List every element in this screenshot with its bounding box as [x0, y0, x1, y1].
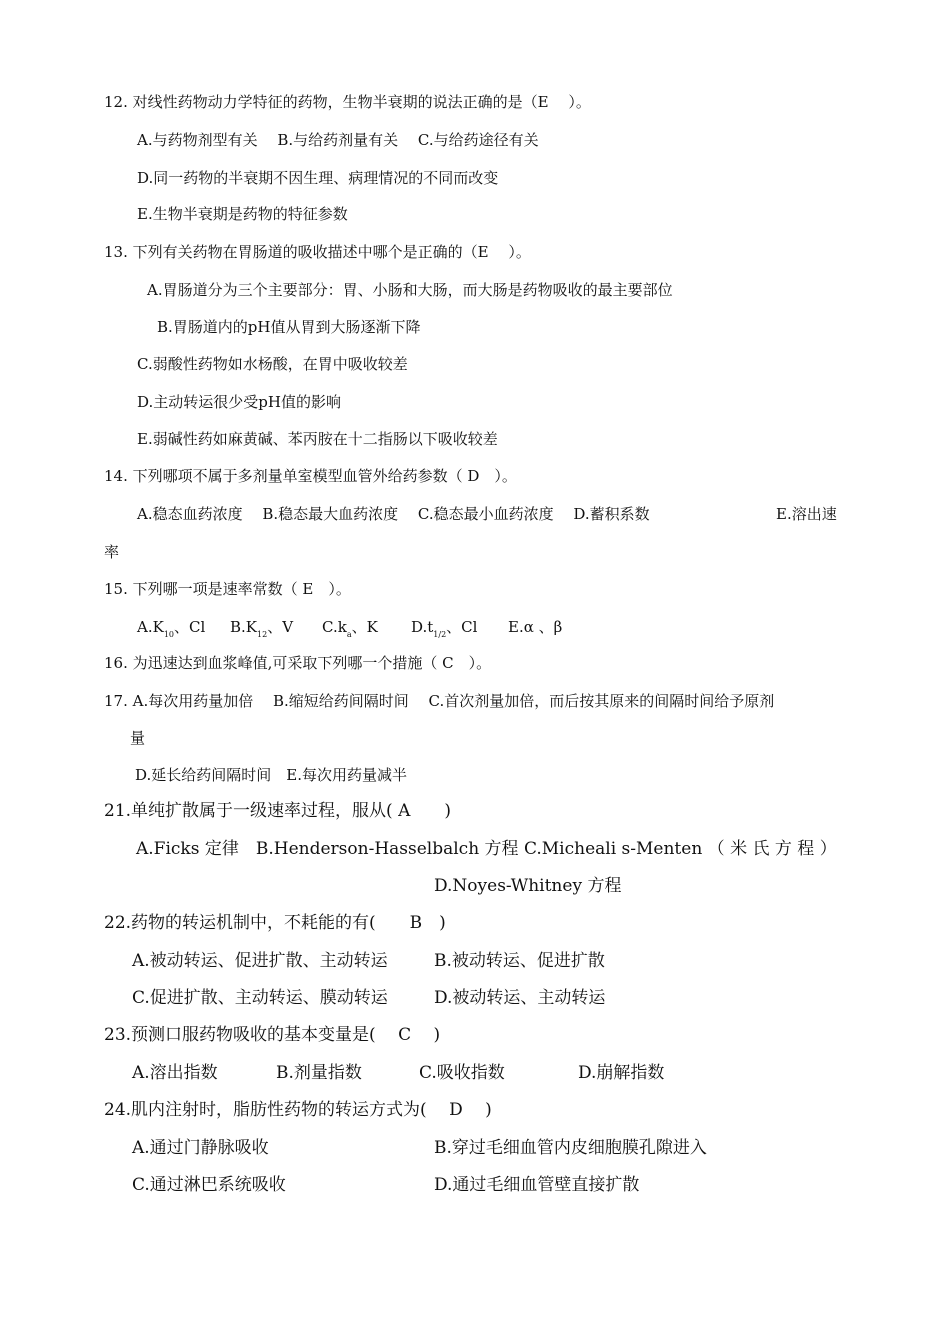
q13-stem: 13. 下列有关药物在胃肠道的吸收描述中哪个是正确的（E ）。 — [104, 243, 531, 261]
q15-a-subscript: 10 — [163, 630, 174, 639]
q24-stem: 24.肌内注射时，脂肪性药物的转运方式为( D ) — [104, 1100, 492, 1120]
q15-option-c — [322, 618, 378, 639]
q24-option-c: C.通过淋巴系统吸收 — [132, 1175, 286, 1195]
q15-d-text: D.t — [411, 618, 434, 636]
q22-option-d: D.被动转运、主动转运 — [434, 988, 606, 1008]
q15-stem: 15. 下列哪一项是速率常数（ E ）。 — [104, 580, 351, 598]
q13-option-a: A.胃肠道分为三个主要部分：胃、小肠和大肠，而大肠是药物吸收的最主要部位 — [147, 281, 673, 299]
q21-stem: 21.单纯扩散属于一级速率过程，服从( A ) — [104, 801, 451, 821]
q15-c-text: C.k — [322, 618, 347, 636]
q22-option-b: B.被动转运、促进扩散 — [434, 951, 605, 971]
q21-options-abc: A.Ficks 定律 B.Henderson-Hasselbalch 方程 C.Micheali s-Menten （ 米 氏 方 程 ） — [136, 839, 837, 859]
q13-option-e: E.弱碱性药如麻黄碱、苯丙胺在十二指肠以下吸收较差 — [137, 430, 498, 448]
q14-options-abcd: A.稳态血药浓度 B.稳态最大血药浓度 C.稳态最小血药浓度 D.蓄积系数 — [137, 505, 650, 523]
q24-option-b: B.穿过毛细血管内皮细胞膜孔隙进入 — [434, 1138, 707, 1158]
q22-option-c: C.促进扩散、主动转运、膜动转运 — [132, 988, 388, 1008]
q15-option-e: E.α 、β — [508, 618, 563, 636]
q15-b-text-post: 、V — [267, 618, 294, 636]
q14-option-e-continued: 率 — [104, 543, 120, 561]
q15-option-d — [411, 618, 478, 639]
q23-option-c: C.吸收指数 — [419, 1063, 505, 1083]
q15-a-text: A.K — [137, 618, 164, 636]
q15-option-a — [137, 618, 206, 639]
q15-d-subscript: 1/2 — [433, 630, 447, 639]
q24-option-d: D.通过毛细血管壁直接扩散 — [434, 1175, 640, 1195]
q17-line-2: 量 — [130, 729, 146, 747]
q22-option-a: A.被动转运、促进扩散、主动转运 — [132, 951, 388, 971]
q15-d-text-post: 、Cl — [446, 618, 478, 636]
q15-c-subscript: a — [346, 630, 352, 639]
q13-option-c: C.弱酸性药物如水杨酸，在胃中吸收较差 — [137, 355, 408, 373]
q13-option-b: B.胃肠道内的pH值从胃到大肠逐渐下降 — [157, 318, 421, 336]
q13-option-d: D.主动转运很少受pH值的影响 — [137, 393, 341, 411]
q15-a-text-post: 、Cl — [174, 618, 206, 636]
q17-line-1: 17. A.每次用药量加倍 B.缩短给药间隔时间 C.首次剂量加倍，而后按其原来的间隔时间给予原剂 — [104, 692, 775, 710]
q15-c-text-post: 、K — [351, 618, 378, 636]
q23-option-a: A.溶出指数 — [132, 1063, 218, 1083]
q21-option-d: D.Noyes-Whitney 方程 — [434, 876, 622, 896]
q23-option-d: D.崩解指数 — [578, 1063, 665, 1083]
q23-option-b: B.剂量指数 — [276, 1063, 362, 1083]
q14-option-e: E.溶出速 — [776, 505, 837, 523]
q16-stem: 16. 为迅速达到血浆峰值,可采取下列哪一个措施（ C ）。 — [104, 654, 492, 672]
q12-option-e: E.生物半衰期是药物的特征参数 — [137, 205, 348, 223]
q12-option-d: D.同一药物的半衰期不因生理、病理情况的不同而改变 — [137, 169, 499, 187]
q14-stem: 14. 下列哪项不属于多剂量单室模型血管外给药参数（ D ）。 — [104, 467, 517, 485]
q12-stem: 12. 对线性药物动力学特征的药物，生物半衰期的说法正确的是（E ）。 — [104, 93, 591, 111]
q12-options-abc: A.与药物剂型有关 B.与给药剂量有关 C.与给药途径有关 — [137, 131, 539, 149]
q22-stem: 22.药物的转运机制中，不耗能的有( B ) — [104, 913, 446, 933]
q15-option-b — [230, 618, 294, 639]
q17-line-3: D.延长给药间隔时间 E.每次用药量减半 — [135, 766, 407, 784]
q24-option-a: A.通过门静脉吸收 — [132, 1138, 269, 1158]
q15-b-subscript: 12 — [257, 630, 268, 639]
q15-b-text: B.K — [230, 618, 257, 636]
q23-stem: 23.预测口服药物吸收的基本变量是( C ) — [104, 1025, 441, 1045]
